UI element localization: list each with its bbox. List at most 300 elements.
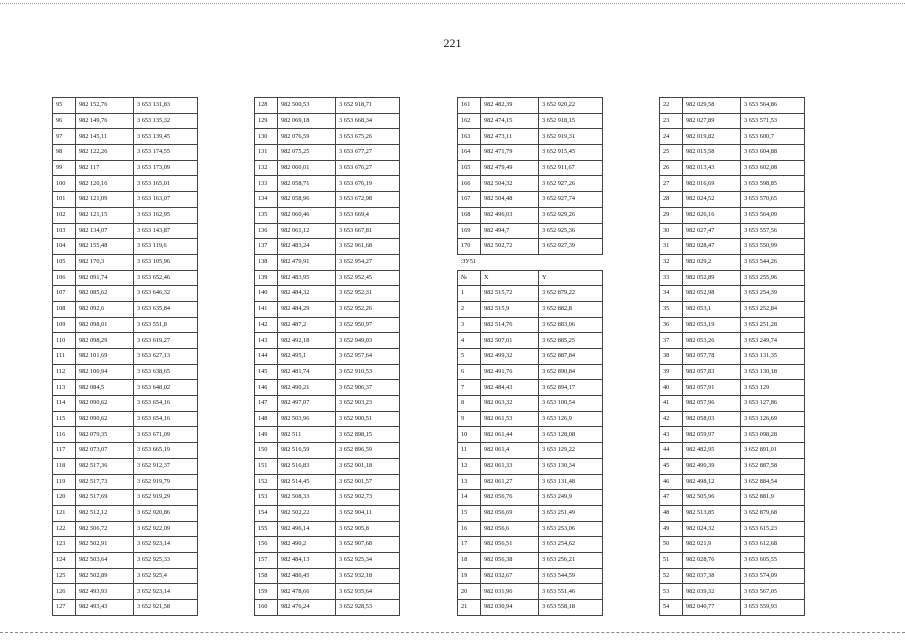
x-coordinate-cell: 982 511 (278, 427, 336, 443)
table-row (458, 286, 603, 302)
x-coordinate-cell: 982 058,03 (683, 411, 741, 427)
point-number-cell: 19 (458, 568, 481, 584)
x-coordinate-cell: 982 473,11 (481, 129, 539, 145)
y-coordinate-cell: 3 653 251,28 (741, 317, 805, 333)
table-row (660, 458, 805, 474)
x-coordinate-cell: 982 090,62 (76, 411, 134, 427)
point-number-cell: 10 (458, 427, 481, 443)
point-number-cell: 150 (255, 443, 278, 459)
table-row (660, 317, 805, 333)
x-coordinate-cell: 982 515,72 (481, 286, 539, 302)
y-coordinate-cell: 3 653 173,09 (134, 160, 198, 176)
y-coordinate-cell: 3 653 627,13 (134, 349, 198, 365)
x-coordinate-cell: 982 031,96 (481, 584, 539, 600)
point-number-cell: 137 (255, 239, 278, 255)
y-coordinate-cell: 3 652 901,57 (336, 474, 400, 490)
x-coordinate-cell: 982 504,32 (481, 176, 539, 192)
x-coordinate-cell: 982 478,66 (278, 584, 336, 600)
y-coordinate-cell: 3 653 252,84 (741, 301, 805, 317)
x-coordinate-cell: 982 056,38 (481, 552, 539, 568)
y-coordinate-cell: 3 653 126,69 (741, 411, 805, 427)
table-row (255, 333, 400, 349)
table-row (255, 443, 400, 459)
point-number-cell: 135 (255, 207, 278, 223)
coordinates-table-4 (659, 97, 805, 616)
x-coordinate-cell: 982 027,89 (683, 113, 741, 129)
table-row (660, 474, 805, 490)
table-row (255, 145, 400, 161)
y-coordinate-cell: 3 652 920,22 (539, 98, 603, 114)
y-coordinate-cell: 3 652 961,68 (336, 239, 400, 255)
table-row (53, 176, 198, 192)
y-coordinate-cell: 3 653 600,7 (741, 129, 805, 145)
point-number-cell: 8 (458, 396, 481, 412)
point-number-cell: 160 (255, 600, 278, 616)
y-coordinate-cell: 3 652 887,58 (741, 458, 805, 474)
point-number-cell: 111 (53, 349, 76, 365)
table-row (660, 129, 805, 145)
table-row (660, 411, 805, 427)
x-coordinate-cell: 982 516,83 (278, 458, 336, 474)
x-coordinate-cell: 982 056,76 (481, 490, 539, 506)
y-coordinate-cell: 3 653 119,6 (134, 239, 198, 255)
y-coordinate-cell: 3 652 918,71 (336, 98, 400, 114)
x-coordinate-cell: 982 482,95 (683, 443, 741, 459)
table-row (660, 98, 805, 114)
x-coordinate-cell: 982 027,47 (683, 223, 741, 239)
y-coordinate-cell: 3 653 598,85 (741, 176, 805, 192)
y-coordinate-cell: 3 652 912,37 (134, 458, 198, 474)
table-row (660, 176, 805, 192)
table-row (255, 254, 400, 270)
x-coordinate-cell: 982 013,43 (683, 160, 741, 176)
table-row (255, 505, 400, 521)
y-coordinate-cell: 3 652 898,15 (336, 427, 400, 443)
x-coordinate-cell: 982 486,45 (278, 568, 336, 584)
y-coordinate-cell: 3 653 130,34 (539, 458, 603, 474)
y-coordinate-cell: 3 653 544,26 (741, 254, 805, 270)
y-coordinate-cell: 3 652 915,45 (539, 145, 603, 161)
point-number-cell: 52 (660, 568, 683, 584)
table-row (660, 239, 805, 255)
table-row (458, 301, 603, 317)
point-number-cell: 22 (660, 98, 683, 114)
table-row (458, 568, 603, 584)
y-coordinate-cell: 3 653 551,46 (539, 584, 603, 600)
table-row (53, 427, 198, 443)
table-row (53, 537, 198, 553)
y-coordinate-cell: 3 652 890,84 (539, 364, 603, 380)
y-coordinate-cell: 3 653 648,02 (134, 380, 198, 396)
x-coordinate-cell: 982 098,29 (76, 333, 134, 349)
x-coordinate-cell: 982 100,94 (76, 364, 134, 380)
bottom-scan-edge (0, 632, 905, 633)
table-row (458, 223, 603, 239)
table-row (255, 129, 400, 145)
point-number-cell: 2 (458, 301, 481, 317)
x-coordinate-cell: 982 493,93 (76, 584, 134, 600)
table-row (53, 521, 198, 537)
section-title: :ЗУ51 (458, 254, 603, 270)
x-coordinate-cell: 982 481,74 (278, 364, 336, 380)
y-coordinate-cell: Y (539, 270, 603, 286)
point-number-cell: 115 (53, 411, 76, 427)
point-number-cell: 164 (458, 145, 481, 161)
y-coordinate-cell: 3 653 127,86 (741, 396, 805, 412)
table-row (255, 176, 400, 192)
table-row (53, 160, 198, 176)
point-number-cell: 48 (660, 505, 683, 521)
table-row (458, 380, 603, 396)
point-number-cell: 35 (660, 301, 683, 317)
table-row (255, 552, 400, 568)
point-number-cell: 107 (53, 286, 76, 302)
point-number-cell: 49 (660, 521, 683, 537)
point-number-cell: 96 (53, 113, 76, 129)
point-number-cell: 163 (458, 129, 481, 145)
point-number-cell: 122 (53, 521, 76, 537)
point-number-cell: 28 (660, 192, 683, 208)
table-row (255, 192, 400, 208)
x-coordinate-cell: 982 061,4 (481, 443, 539, 459)
x-coordinate-cell: 982 122,26 (76, 145, 134, 161)
point-number-cell: 13 (458, 474, 481, 490)
point-number-cell: 170 (458, 239, 481, 255)
point-number-cell: 106 (53, 270, 76, 286)
table-row (660, 254, 805, 270)
table-row (660, 584, 805, 600)
point-number-cell: 46 (660, 474, 683, 490)
x-coordinate-cell: 982 058,96 (278, 192, 336, 208)
y-coordinate-cell: 3 653 676,19 (336, 176, 400, 192)
point-number-cell: 17 (458, 537, 481, 553)
table-row (255, 568, 400, 584)
point-number-cell: 146 (255, 380, 278, 396)
table-row (255, 286, 400, 302)
point-number-cell: 18 (458, 552, 481, 568)
table-row (255, 207, 400, 223)
x-coordinate-cell: 982 491,76 (481, 364, 539, 380)
y-coordinate-cell: 3 653 638,65 (134, 364, 198, 380)
point-number-cell: 11 (458, 443, 481, 459)
y-coordinate-cell: 3 653 671,09 (134, 427, 198, 443)
x-coordinate-cell: 982 090,62 (76, 396, 134, 412)
y-coordinate-cell: 3 652 954,27 (336, 254, 400, 270)
x-coordinate-cell: 982 507,01 (481, 333, 539, 349)
table-row (53, 270, 198, 286)
x-coordinate-cell: 982 061,44 (481, 427, 539, 443)
table-row (458, 396, 603, 412)
point-number-cell: 152 (255, 474, 278, 490)
y-coordinate-cell: 3 653 676,27 (336, 160, 400, 176)
table-row (660, 427, 805, 443)
point-number-cell: 102 (53, 207, 76, 223)
y-coordinate-cell: 3 653 162,95 (134, 207, 198, 223)
coordinates-table-3 (457, 97, 603, 616)
x-coordinate-cell: 982 497,07 (278, 396, 336, 412)
x-coordinate-cell: 982 484,43 (481, 380, 539, 396)
point-number-cell: 43 (660, 427, 683, 443)
table-row (458, 160, 603, 176)
table-row (458, 145, 603, 161)
table-row (53, 317, 198, 333)
point-number-cell: 50 (660, 537, 683, 553)
y-coordinate-cell: 3 653 675,26 (336, 129, 400, 145)
y-coordinate-cell: 3 653 667,81 (336, 223, 400, 239)
y-coordinate-cell: 3 653 129 (741, 380, 805, 396)
y-coordinate-cell: 3 653 131,48 (539, 474, 603, 490)
x-coordinate-cell: 982 061,27 (481, 474, 539, 490)
x-coordinate-cell: 982 134,07 (76, 223, 134, 239)
x-coordinate-cell: 982 514,76 (481, 317, 539, 333)
point-number-cell: 31 (660, 239, 683, 255)
point-number-cell: 132 (255, 160, 278, 176)
point-number-cell: 139 (255, 270, 278, 286)
table-row (660, 537, 805, 553)
y-coordinate-cell: 3 652 887,84 (539, 349, 603, 365)
table-row (458, 443, 603, 459)
point-number-cell: 53 (660, 584, 683, 600)
point-number-cell: 117 (53, 443, 76, 459)
y-coordinate-cell: 3 653 253,06 (539, 521, 603, 537)
y-coordinate-cell: 3 652 919,31 (539, 129, 603, 145)
point-number-cell: 130 (255, 129, 278, 145)
point-number-cell: 131 (255, 145, 278, 161)
table-row (255, 427, 400, 443)
x-coordinate-cell: 982 121,09 (76, 192, 134, 208)
y-coordinate-cell: 3 652 879,22 (539, 286, 603, 302)
x-coordinate-cell: 982 517,73 (76, 474, 134, 490)
point-number-cell: 166 (458, 176, 481, 192)
point-number-cell: 119 (53, 474, 76, 490)
y-coordinate-cell: 3 653 544,59 (539, 568, 603, 584)
y-coordinate-cell: 3 652 901,18 (336, 458, 400, 474)
y-coordinate-cell: 3 652 952,26 (336, 301, 400, 317)
x-coordinate-cell: 982 085,62 (76, 286, 134, 302)
x-coordinate-cell: 982 502,89 (76, 568, 134, 584)
point-number-cell: 154 (255, 505, 278, 521)
y-coordinate-cell: 3 653 646,32 (134, 286, 198, 302)
x-coordinate-cell: 982 515,9 (481, 301, 539, 317)
y-coordinate-cell: 3 653 251,49 (539, 505, 603, 521)
y-coordinate-cell: 3 652 950,97 (336, 317, 400, 333)
point-number-cell: 36 (660, 317, 683, 333)
point-number-cell: 133 (255, 176, 278, 192)
y-coordinate-cell: 3 653 105,96 (134, 254, 198, 270)
table-header-row (458, 270, 603, 286)
y-coordinate-cell: 3 653 130,18 (741, 364, 805, 380)
y-coordinate-cell: 3 652 921,58 (134, 600, 198, 616)
y-coordinate-cell: 3 653 128,08 (539, 427, 603, 443)
y-coordinate-cell: 3 653 574,09 (741, 568, 805, 584)
y-coordinate-cell: 3 652 902,73 (336, 490, 400, 506)
table-row (53, 301, 198, 317)
table-row (458, 537, 603, 553)
point-number-cell: 20 (458, 584, 481, 600)
x-coordinate-cell: 982 502,91 (76, 537, 134, 553)
x-coordinate-cell: 982 028,76 (683, 552, 741, 568)
y-coordinate-cell: 3 652 883,06 (539, 317, 603, 333)
point-number-cell: 29 (660, 207, 683, 223)
x-coordinate-cell: 982 512,12 (76, 505, 134, 521)
table-row (660, 490, 805, 506)
x-coordinate-cell: 982 092,6 (76, 301, 134, 317)
x-coordinate-cell: 982 483,24 (278, 239, 336, 255)
y-coordinate-cell: 3 653 174,55 (134, 145, 198, 161)
point-number-cell: 145 (255, 364, 278, 380)
x-coordinate-cell: 982 170,3 (76, 254, 134, 270)
coordinates-table-2 (254, 97, 400, 616)
point-number-cell: 33 (660, 270, 683, 286)
point-number-cell: 168 (458, 207, 481, 223)
x-coordinate-cell: 982 487,2 (278, 317, 336, 333)
y-coordinate-cell: 3 652 952,45 (336, 270, 400, 286)
table-row (53, 411, 198, 427)
table-row (53, 443, 198, 459)
y-coordinate-cell: 3 652 920,86 (134, 505, 198, 521)
point-number-cell: 165 (458, 160, 481, 176)
point-number-cell: 136 (255, 223, 278, 239)
x-coordinate-cell: 982 076,59 (278, 129, 336, 145)
x-coordinate-cell: 982 058,71 (278, 176, 336, 192)
x-coordinate-cell: 982 513,85 (683, 505, 741, 521)
y-coordinate-cell: 3 653 163,07 (134, 192, 198, 208)
y-coordinate-cell: 3 653 098,28 (741, 427, 805, 443)
y-coordinate-cell: 3 653 557,56 (741, 223, 805, 239)
y-coordinate-cell: 3 653 570,65 (741, 192, 805, 208)
x-coordinate-cell: 982 516,59 (278, 443, 336, 459)
page-number: 221 (443, 36, 462, 50)
y-coordinate-cell: 3 653 652,46 (134, 270, 198, 286)
x-coordinate-cell: 982 032,67 (481, 568, 539, 584)
table-row (255, 537, 400, 553)
y-coordinate-cell: 3 653 131,35 (741, 349, 805, 365)
table-row (458, 584, 603, 600)
point-number-cell: 109 (53, 317, 76, 333)
point-number-cell: 113 (53, 380, 76, 396)
point-number-cell: 95 (53, 98, 76, 114)
x-coordinate-cell: 982 496,03 (481, 207, 539, 223)
top-scan-edge (0, 3, 905, 4)
y-coordinate-cell: 3 652 928,53 (336, 600, 400, 616)
x-coordinate-cell: 982 517,36 (76, 458, 134, 474)
y-coordinate-cell: 3 652 918,15 (539, 113, 603, 129)
point-number-cell: 104 (53, 239, 76, 255)
table-row (660, 145, 805, 161)
table-row (660, 160, 805, 176)
table-row (53, 568, 198, 584)
x-coordinate-cell: 982 037,38 (683, 568, 741, 584)
point-number-cell: 101 (53, 192, 76, 208)
x-coordinate-cell: 982 490,2 (278, 537, 336, 553)
point-number-cell: 157 (255, 552, 278, 568)
point-number-cell: 37 (660, 333, 683, 349)
y-coordinate-cell: 3 653 677,27 (336, 145, 400, 161)
x-coordinate-cell: 982 084,5 (76, 380, 134, 396)
table-row (660, 301, 805, 317)
table-row (53, 333, 198, 349)
y-coordinate-cell: 3 652 885,25 (539, 333, 603, 349)
x-coordinate-cell: 982 019,82 (683, 129, 741, 145)
point-number-cell: 123 (53, 537, 76, 553)
y-coordinate-cell: 3 653 604,88 (741, 145, 805, 161)
table-row (458, 490, 603, 506)
y-coordinate-cell: 3 652 919,29 (134, 490, 198, 506)
x-coordinate-cell: 982 021,9 (683, 537, 741, 553)
y-coordinate-cell: 3 652 957,64 (336, 349, 400, 365)
x-coordinate-cell: 982 476,24 (278, 600, 336, 616)
table-row (255, 474, 400, 490)
table-row (660, 113, 805, 129)
y-coordinate-cell: 3 652 925,34 (336, 552, 400, 568)
y-coordinate-cell: 3 652 952,31 (336, 286, 400, 302)
y-coordinate-cell: 3 652 882,8 (539, 301, 603, 317)
point-number-cell: 7 (458, 380, 481, 396)
table-row (53, 113, 198, 129)
y-coordinate-cell: 3 653 559,93 (741, 600, 805, 616)
x-coordinate-cell: 982 484,29 (278, 301, 336, 317)
table-row (660, 600, 805, 616)
x-coordinate-cell: 982 120,16 (76, 176, 134, 192)
x-coordinate-cell: 982 479,91 (278, 254, 336, 270)
table-row (53, 254, 198, 270)
table-row (53, 584, 198, 600)
x-coordinate-cell: 982 098,01 (76, 317, 134, 333)
y-coordinate-cell: 3 652 896,59 (336, 443, 400, 459)
point-number-cell: 134 (255, 192, 278, 208)
y-coordinate-cell: 3 653 567,05 (741, 584, 805, 600)
table-row (255, 521, 400, 537)
point-number-cell: 9 (458, 411, 481, 427)
table-row (53, 474, 198, 490)
y-coordinate-cell: 3 653 551,8 (134, 317, 198, 333)
point-number-cell: 6 (458, 364, 481, 380)
table-row (53, 364, 198, 380)
x-coordinate-cell: 982 030,94 (481, 600, 539, 616)
x-coordinate-cell: 982 496,14 (278, 521, 336, 537)
table-row (660, 505, 805, 521)
y-coordinate-cell: 3 653 615,23 (741, 521, 805, 537)
table-row (255, 364, 400, 380)
point-number-cell: 98 (53, 145, 76, 161)
x-coordinate-cell: 982 145,11 (76, 129, 134, 145)
point-number-cell: № (458, 270, 481, 286)
x-coordinate-cell: 982 024,52 (683, 192, 741, 208)
point-number-cell: 138 (255, 254, 278, 270)
x-coordinate-cell: 982 052,98 (683, 286, 741, 302)
y-coordinate-cell: 3 653 635,84 (134, 301, 198, 317)
point-number-cell: 158 (255, 568, 278, 584)
point-number-cell: 1 (458, 286, 481, 302)
x-coordinate-cell: 982 506,72 (76, 521, 134, 537)
table-row (458, 113, 603, 129)
x-coordinate-cell: 982 073,07 (76, 443, 134, 459)
y-coordinate-cell: 3 652 891,01 (741, 443, 805, 459)
y-coordinate-cell: 3 653 139,45 (134, 129, 198, 145)
y-coordinate-cell: 3 653 654,16 (134, 411, 198, 427)
table-row (458, 239, 603, 255)
point-number-cell: 105 (53, 254, 76, 270)
table-row (255, 411, 400, 427)
point-number-cell: 42 (660, 411, 683, 427)
point-number-cell: 156 (255, 537, 278, 553)
y-coordinate-cell: 3 653 256,21 (539, 552, 603, 568)
x-coordinate-cell: 982 499,32 (481, 349, 539, 365)
table-row (53, 223, 198, 239)
x-coordinate-cell: 982 149,76 (76, 113, 134, 129)
table-row (458, 98, 603, 114)
table-row (458, 427, 603, 443)
